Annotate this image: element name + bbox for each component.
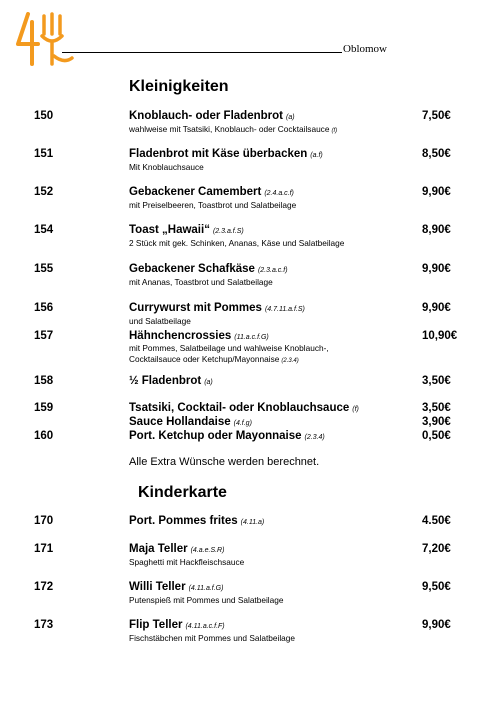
item-number: 160	[34, 430, 54, 442]
item-number: 151	[34, 148, 54, 160]
allergen-codes: (2.4.a.c.f)	[264, 190, 294, 197]
item-name: Port. Ketchup oder Mayonnaise (2.3.4)	[129, 430, 325, 442]
logo-four-stroke	[18, 14, 38, 44]
item-price: 9,90€	[422, 302, 451, 314]
item-description-line-2: Cocktailsauce oder Ketchup/Mayonnaise (2.3.4)	[129, 354, 299, 364]
item-description: Spaghetti mit Hackfleischsauce	[129, 557, 245, 567]
section-title-kleinigkeiten: Kleinigkeiten	[129, 78, 229, 95]
item-name: Hähnchencrossies (11.a.c.f.G)	[129, 330, 269, 342]
allergen-codes: (a)	[204, 379, 213, 386]
item-description: und Salatbeilage	[129, 316, 191, 326]
item-description: Mit Knoblauchsauce	[129, 162, 204, 172]
item-name: ½ Fladenbrot (a)	[129, 375, 213, 387]
item-price: 4.50€	[422, 515, 451, 527]
item-number: 158	[34, 375, 54, 387]
item-description: mit Ananas, Toastbrot und Salatbeilage	[129, 277, 273, 287]
item-price: 0,50€	[422, 430, 451, 442]
item-name-secondary: Sauce Hollandaise (4.f.g)	[129, 416, 252, 428]
extra-wishes-note: Alle Extra Wünsche werden berechnet.	[129, 456, 320, 468]
item-name: Gebackener Schafkäse (2.3.a.c.f)	[129, 263, 288, 275]
item-name: Toast „Hawaii“ (2.3.a.f.S)	[129, 224, 244, 236]
item-price: 9,90€	[422, 186, 451, 198]
item-description: Putenspieß mit Pommes und Salatbeilage	[129, 595, 284, 605]
item-price: 8,90€	[422, 224, 451, 236]
item-name: Willi Teller (4.11.a.f.G)	[129, 581, 224, 593]
item-name: Currywurst mit Pommes (4.7.11.a.f.S)	[129, 302, 305, 314]
allergen-codes: (4.11.a)	[240, 519, 265, 526]
item-number: 172	[34, 581, 54, 593]
item-name: Knoblauch- oder Fladenbrot (a)	[129, 110, 295, 122]
item-price-secondary: 3,90€	[422, 416, 451, 428]
item-name: Tsatsiki, Cocktail- oder Knoblauchsauce (f)	[129, 402, 359, 414]
item-number: 156	[34, 302, 54, 314]
item-price: 10,90€	[422, 330, 458, 342]
header-divider	[62, 52, 342, 53]
item-description: 2 Stück mit gek. Schinken, Ananas, Käse und Salatbeilage	[129, 238, 345, 248]
item-price: 9,90€	[422, 263, 451, 275]
item-name: Maja Teller (4.a.e.S.R)	[129, 543, 225, 555]
allergen-codes: (a)	[285, 114, 295, 121]
allergen-codes: (11.a.c.f.G)	[234, 334, 269, 341]
item-number: 171	[34, 543, 54, 555]
section-title-kinderkarte: Kinderkarte	[138, 484, 227, 501]
item-price: 9,50€	[422, 581, 451, 593]
item-name: Gebackener Camembert (2.4.a.c.f)	[129, 186, 294, 198]
item-number: 154	[34, 224, 54, 236]
allergen-codes: (f)	[352, 406, 359, 413]
brand-name: Oblomow	[343, 43, 387, 55]
allergen-codes: (4.11.a.f.G)	[188, 585, 224, 592]
item-number: 152	[34, 186, 54, 198]
item-name: Fladenbrot mit Käse überbacken (a.f)	[129, 148, 323, 160]
item-price: 8,50€	[422, 148, 451, 160]
allergen-codes: (2.3.a.f.S)	[212, 228, 244, 235]
item-price: 3,50€	[422, 402, 451, 414]
allergen-codes: (4.11.a.c.f.F)	[185, 623, 225, 630]
item-number: 157	[34, 330, 54, 342]
item-price: 3,50€	[422, 375, 451, 387]
item-name: Port. Pommes frites (4.11.a)	[129, 515, 265, 527]
item-number: 155	[34, 263, 54, 275]
restaurant-logo	[14, 12, 74, 68]
item-description: mit Pommes, Salatbeilage und wahlweise Knoblauch-,	[129, 343, 329, 353]
allergen-codes: (4.f.g)	[233, 420, 252, 427]
item-description: Fischstäbchen mit Pommes und Salatbeilage	[129, 633, 296, 643]
item-price: 9,90€	[422, 619, 451, 631]
item-number: 173	[34, 619, 54, 631]
allergen-codes: (2.3.4)	[304, 434, 325, 441]
item-price: 7,50€	[422, 110, 451, 122]
item-description: mit Preiselbeeren, Toastbrot und Salatbeilage	[129, 200, 297, 210]
allergen-codes: (4.a.e.S.R)	[190, 547, 225, 554]
allergen-codes: (4.7.11.a.f.S)	[264, 306, 305, 313]
logo-curl	[54, 56, 72, 61]
allergen-codes: (a.f)	[310, 152, 323, 159]
item-price: 7,20€	[422, 543, 451, 555]
item-number: 159	[34, 402, 54, 414]
allergen-codes: (2.3.a.c.f)	[257, 267, 288, 274]
item-name: Flip Teller (4.11.a.c.f.F)	[129, 619, 225, 631]
item-number: 150	[34, 110, 54, 122]
item-description: wahlweise mit Tsatsiki, Knoblauch- oder Cocktailsauce (f)	[129, 124, 338, 134]
item-number: 170	[34, 515, 54, 527]
